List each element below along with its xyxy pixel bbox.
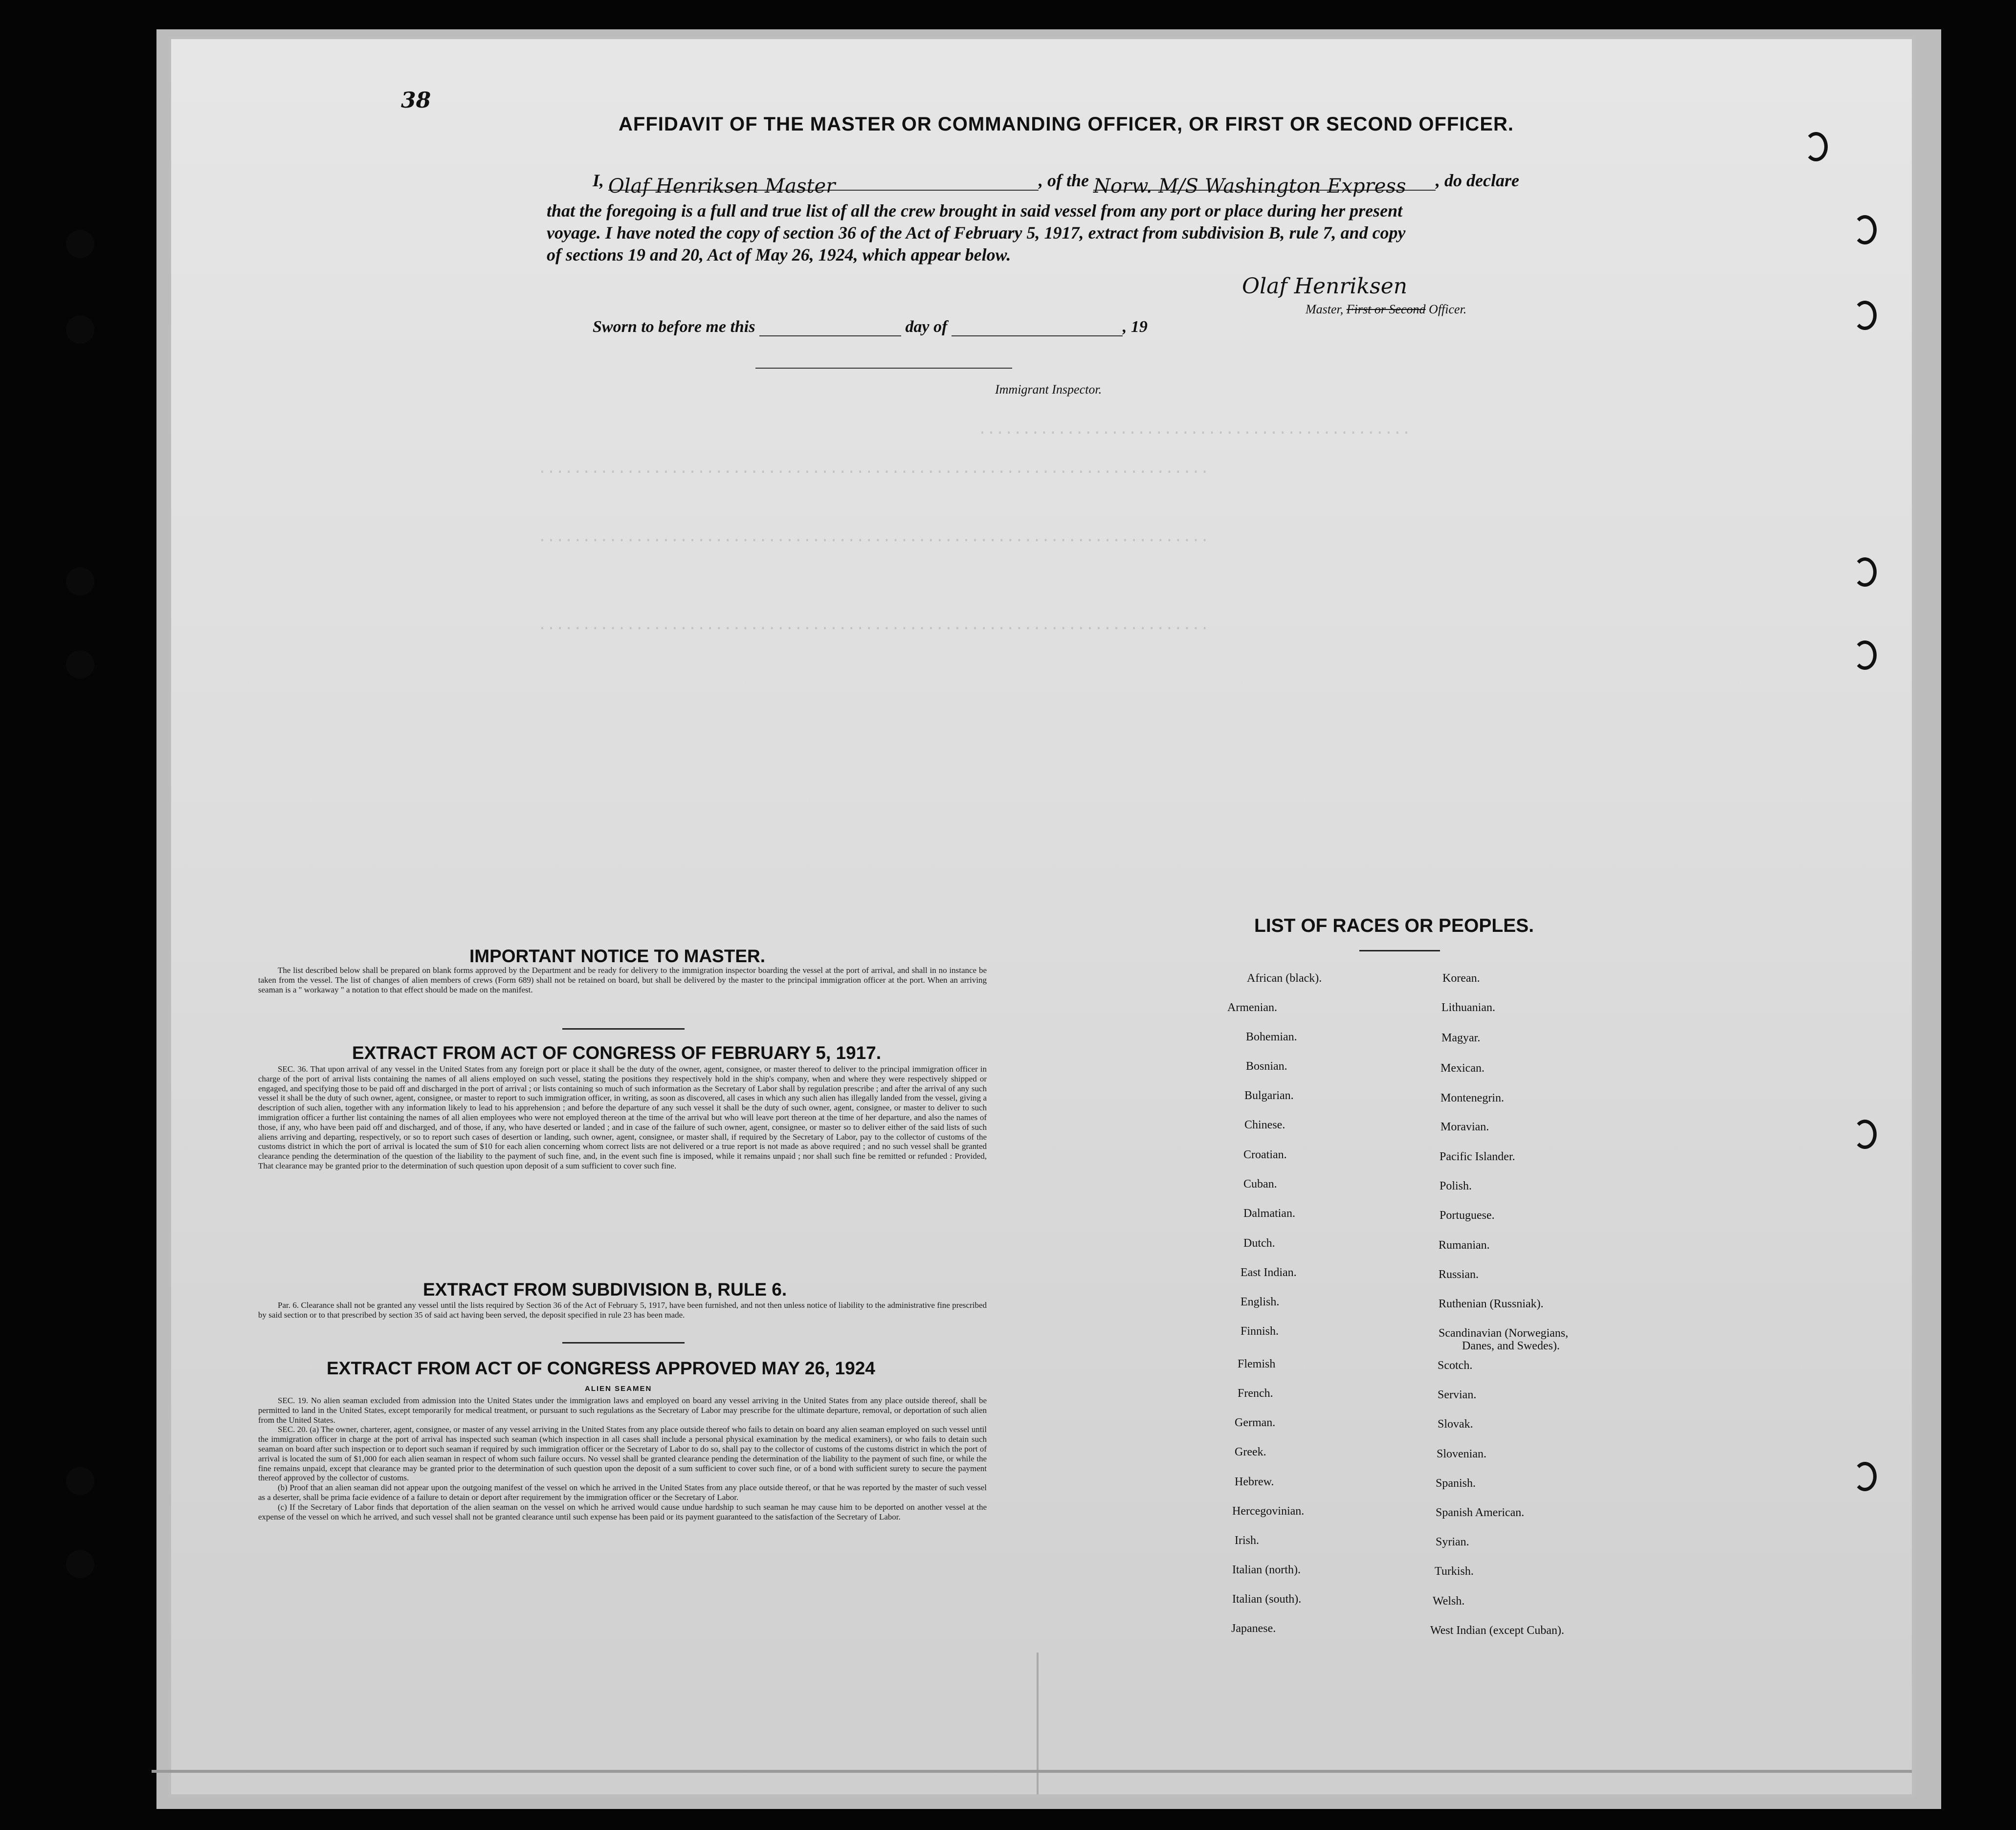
paper-edge — [152, 1770, 1912, 1773]
affidavit-declaration-line — [593, 170, 1519, 198]
bleed-through: ............................................................................ — [538, 460, 1209, 477]
race-item: West Indian (except Cuban). — [1430, 1624, 1564, 1637]
day-blank — [759, 321, 901, 336]
race-item: Hebrew. — [1235, 1476, 1274, 1488]
race-item: Turkish. — [1435, 1565, 1474, 1578]
notice-paragraph: The list described below shall be prepared on blank forms approved by the Department and be ready for delivery to the immigration inspector boarding the vessel at the port of arrival, and shall in no instance be taken from the vessel. The list of changes of alien members of crews (Form 689) shall not be retained on board, but shall be delivered by the master to the principal immigration officer at the port. When an arriving seaman is a " workaway " a notation to that effect should be made on the manifest. — [258, 966, 987, 994]
race-item: Flemish — [1238, 1358, 1276, 1370]
race-item: English. — [1241, 1296, 1280, 1308]
fold-line — [1037, 1653, 1039, 1794]
race-item: Chinese. — [1244, 1119, 1285, 1131]
notice-text — [258, 966, 987, 994]
vessel-name-value: Norw. M/S Washington Express — [1093, 175, 1406, 198]
race-item: Dutch. — [1243, 1237, 1275, 1250]
affidavit-title: AFFIDAVIT OF THE MASTER OR COMMANDING OFFICER, OR FIRST OR SECOND OFFICER. — [619, 113, 1514, 135]
race-item: Syrian. — [1436, 1536, 1469, 1548]
race-item: Scotch. — [1438, 1359, 1473, 1372]
race-item: Mexican. — [1440, 1062, 1484, 1075]
document-page — [171, 39, 1912, 1794]
race-item: Bulgarian. — [1244, 1089, 1294, 1102]
master-signature: Olaf Henriksen — [1242, 274, 1408, 299]
race-item: Armenian. — [1227, 1001, 1277, 1014]
race-item: Hercegovinian. — [1232, 1505, 1305, 1518]
do-declare-label: , do declare — [1436, 171, 1519, 190]
race-item: Spanish. — [1436, 1477, 1476, 1490]
divider — [1359, 950, 1440, 951]
race-item: Korean. — [1442, 972, 1480, 985]
extract-1924-text — [258, 1396, 987, 1521]
race-item: Ruthenian (Russniak). — [1439, 1298, 1544, 1310]
inspector-signature-line — [755, 368, 1012, 369]
extract-rule6-text — [258, 1301, 987, 1320]
vessel-name-field — [1093, 175, 1436, 198]
signature-caption — [1306, 302, 1466, 317]
race-item: Italian (north). — [1232, 1564, 1301, 1576]
race-item: Polish. — [1440, 1180, 1472, 1192]
race-item: Spanish American. — [1436, 1506, 1525, 1519]
race-item: Japanese. — [1231, 1622, 1276, 1635]
race-item: East Indian. — [1241, 1266, 1297, 1279]
race-item: Slovenian. — [1437, 1448, 1486, 1460]
race-item: Russian. — [1439, 1268, 1479, 1281]
race-item: Rumanian. — [1439, 1239, 1490, 1252]
inspector-label: Immigrant Inspector. — [995, 382, 1102, 397]
struck-label: First or Second — [1346, 302, 1426, 316]
notice-title: IMPORTANT NOTICE TO MASTER. — [469, 946, 766, 966]
race-item: Danes, and Swedes). — [1462, 1340, 1560, 1352]
year-label: , 19 — [1122, 318, 1148, 336]
race-item: Irish. — [1235, 1534, 1259, 1547]
of-the-label: , of the — [1039, 171, 1089, 190]
binder-ring — [1853, 640, 1877, 670]
race-item: Italian (south). — [1232, 1593, 1302, 1606]
margin-mark: 38 — [401, 88, 431, 113]
race-item: Servian. — [1438, 1389, 1477, 1401]
extract-1924-subtitle: ALIEN SEAMEN — [585, 1385, 652, 1393]
master-label: Master, — [1306, 302, 1344, 316]
race-item: Cuban. — [1243, 1178, 1277, 1191]
binder-ring — [1853, 215, 1877, 244]
extract-1917-title: EXTRACT FROM ACT OF CONGRESS OF FEBRUARY 5, 1917. — [352, 1043, 882, 1063]
binder-ring — [1804, 132, 1828, 161]
race-item: German. — [1235, 1416, 1276, 1429]
extract-1917-text — [258, 1064, 987, 1171]
extract-rule6-paragraph: Par. 6. Clearance shall not be granted any vessel until the lists required by Section 36 of the Act of February 5, 1917, have been furnished, and not then unless notice of liability to the administrative fine prescribed by said section or to that prescribed by section 35 of said act having been served, the deposit specified in rule 23 has been made. — [258, 1301, 987, 1320]
divider — [562, 1028, 685, 1030]
binder-hole — [66, 230, 94, 258]
binder-ring — [1853, 557, 1877, 587]
extract-1924-sec20b: (b) Proof that an alien seaman did not appear upon the outgoing manifest of the vessel on which he arrived in the United States from any place outside thereof, or that he was reported by the master of such vessel as a deserter, shall be prima facie evidence of a failure to detain or deport after requirement by the immigration officer or the Secretary of Labor. — [258, 1483, 987, 1502]
binder-hole — [66, 1467, 94, 1495]
binder-hole — [66, 650, 94, 679]
race-item: Croatian. — [1243, 1148, 1287, 1161]
race-item: Bosnian. — [1246, 1060, 1287, 1073]
month-blank — [952, 321, 1123, 336]
master-name-value: Olaf Henriksen Master — [608, 175, 836, 198]
binder-hole — [66, 315, 94, 344]
race-item: Welsh. — [1433, 1595, 1465, 1608]
race-item: Dalmatian. — [1243, 1207, 1295, 1220]
race-item: Finnish. — [1241, 1325, 1279, 1338]
race-item: Bohemian. — [1246, 1031, 1297, 1043]
sworn-line — [593, 318, 1148, 336]
binder-ring — [1853, 1120, 1877, 1149]
extract-1924-sec19: SEC. 19. No alien seaman excluded from admission into the United States under the immigration laws and employed on board any vessel arriving in the United States from any place outside thereof, shall be permitted to land in the United States, except temporarily for medical treatment, or pursuant to such regulations as the Secretary of Labor may prescribe for the ultimate departure, removal, or deportation of such alien from the United States. — [258, 1396, 987, 1425]
sworn-label: Sworn to before me this — [593, 318, 755, 336]
divider — [562, 1342, 685, 1344]
affidavit-text-line: of sections 19 and 20, Act of May 26, 1924, which appear below. — [547, 245, 1011, 265]
extract-1924-sec20a: SEC. 20. (a) The owner, charterer, agent, consignee, or master of any vessel arriving in the United States from any place outside thereof who fails to detain on board any alien seaman employed on such vessel until the immigration officer in charge at the port of arrival has inspected such seaman (which inspection in all cases shall include a personal physical examination by the medical examiners), or who fails to detain such seaman on board after such inspection or to deport such seaman if required by such immigration officer or the Secretary of Labor to do so, shall pay to the collector of customs of the customs district in which the port of arrival is located the sum of $1,000 for each alien seaman in respect of whom such failure occurs. No vessel shall be granted clearance pending the determination of the liability to the payment of such fine, or while the fine remains unpaid, except that clearance may be granted prior to the determination of such question upon the deposit of a sum sufficient to cover such fine, or of a bond with sufficient surety to secure the payment thereof approved by the collector of customs. — [258, 1425, 987, 1483]
race-item: French. — [1238, 1387, 1273, 1400]
race-item: Pacific Islander. — [1440, 1150, 1515, 1163]
bleed-through: ............................................................................ — [538, 528, 1209, 545]
race-item: Montenegrin. — [1440, 1092, 1504, 1104]
race-item: Scandinavian (Norwegians, — [1439, 1327, 1569, 1340]
binder-hole — [66, 1550, 94, 1578]
master-name-field — [608, 175, 1039, 198]
bleed-through: ............................................................................ — [538, 616, 1209, 633]
extract-1924-title: EXTRACT FROM ACT OF CONGRESS APPROVED MAY 26, 1924 — [327, 1358, 875, 1378]
race-item: Moravian. — [1440, 1121, 1489, 1133]
affidavit-text-line: voyage. I have noted the copy of section 36 of the Act of February 5, 1917, extract from subdivision B, rule 7, and copy — [547, 223, 1406, 243]
binder-hole — [66, 567, 94, 595]
race-item: African (black). — [1247, 972, 1322, 985]
extract-1924-sec20c: (c) If the Secretary of Labor finds that deportation of the alien seaman on the vessel on which he arrived would cause undue hardship to such seaman he may cause him to be deported on another vessel at the expense of the vessel on which he arrived, and such vessel shall not be granted clearance until such expense has been paid or its payment guaranteed to the satisfaction of the Secretary of Labor. — [258, 1502, 987, 1521]
race-item: Portuguese. — [1440, 1209, 1495, 1222]
extract-rule6-title: EXTRACT FROM SUBDIVISION B, RULE 6. — [423, 1279, 787, 1300]
day-of-label: day of — [905, 318, 948, 336]
race-item: Magyar. — [1441, 1032, 1481, 1044]
extract-1917-paragraph: SEC. 36. That upon arrival of any vessel in the United States from any foreign port or place it shall be the duty of the owner, agent, consignee, or master thereof to deliver to the principal immigration officer in charge of the port of arrival lists containing the names of all aliens employed on such vessel, stating the positions they respectively hold in the ship's company, when and where they were respectively shipped or engaged, and specifying those to be paid off and discharged in the port of arrival ; or lists containing so much of such information as the Secretary of Labor shall by regulation prescribe ; and after the arrival of any such vessel it shall be the duty of such owner, agent, consignee, or master to report to such immigration officer, in writing, as soon as discovered, all cases in which any such alien has illegally landed from the vessel, giving a description of such alien, together with any information likely to lead to his apprehension ; and before the departure of any such vessel it shall be the duty of such owner, agent, consignee, or master to deliver to such immigration officer a further list containing the names of all alien employees who were not employed thereon at the time of the arrival but who will leave port thereon at the time of her departure, and also the names of those, if any, who have been paid off and discharged, and of those, if any, who have deserted or landed ; and in case of the failure of such owner, agent, consignee, or master so to deliver either of the said lists of such aliens arriving and departing, respectively, or so to report such cases of desertion or landing, such owner, agent, consignee, or master shall, if required by the Secretary of Labor, pay to the collector of customs of the customs district in which the port of arrival is located the sum of $10 for each alien concerning whom correct lists are not delivered or a true report is not made as above required ; and no such vessel shall be granted clearance pending the determination of the question of the liability to the payment of such fine, and, in the event such fine is imposed, while it remains unpaid ; nor shall such fine be remitted or refunded : Provided, That clearance may be granted prior to the determination of such question upon deposit of a sum sufficient to cover such fine. — [258, 1064, 987, 1170]
race-item: Greek. — [1235, 1446, 1266, 1458]
bleed-through: ................................................. — [978, 420, 1411, 438]
affidavit-text-line: that the foregoing is a full and true list of all the crew brought in said vessel from any port or place during her present — [547, 201, 1403, 220]
i-label: I, — [593, 171, 604, 190]
binder-ring — [1853, 1462, 1877, 1491]
binder-ring — [1853, 301, 1877, 330]
race-item: Slovak. — [1438, 1418, 1473, 1431]
officer-label: Officer. — [1429, 302, 1467, 316]
races-title: LIST OF RACES OR PEOPLES. — [1254, 915, 1534, 936]
race-item: Lithuanian. — [1441, 1001, 1495, 1014]
